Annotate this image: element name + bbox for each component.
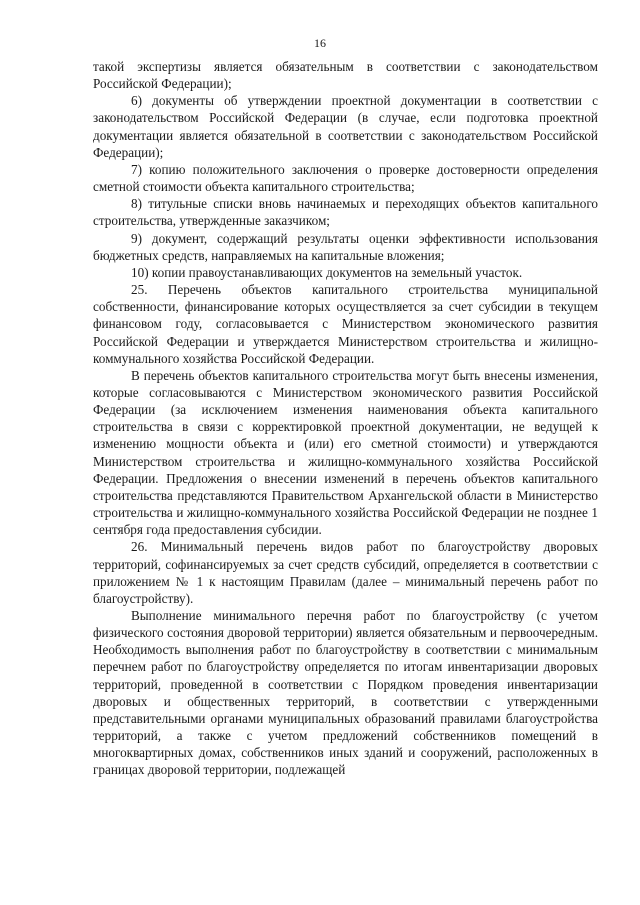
paragraph-clause-26-execution: Выполнение минимального перечня работ по благоустройству (с учетом физического состояния дворовой территории) является обязательным и первоочередным. Необходимость выполнения работ по благоустройству в соответствии с минимальным перечнем работ по благоустройству определяется по итогам инвентаризации дворовых территорий, проведенной в соответствии с Порядком проведения инвентаризации дворовых и общественных территорий, в соответствии с утвержденными представительными органами муниципальных образований правилами благоустройства территорий, а также с учетом предложений собственников помещений в многоквартирных домах, собственников иных зданий и сооружений, расположенных в границах дворовой территории, подлежащей	[93, 608, 598, 778]
page-number: 16	[314, 36, 326, 50]
paragraph-expertise-continuation: такой экспертизы является обязательным в соответствии с законодательством Российской Федерации);	[93, 59, 598, 92]
paragraph-item-10: 10) копии правоустанавливающих документов на земельный участок.	[131, 264, 523, 280]
paragraph-clause-25-changes: В перечень объектов капитального строительства могут быть внесены изменения, которые согласовываются с Министерством экономического развития Российской Федерации (за исключением изменения наименования объекта капитального строительства в связи с корректировкой проектной документации, не ведущей к изменению мощности объекта и (или) его сметной стоимости) и утверждаются Министерством строительства и жилищно-коммунального хозяйства Российской Федерации. Предложения о внесении изменений в перечень объектов капитального строительства представляются Правительством Архангельской области в Министерство строительства и жилищно-коммунального хозяйства Российской Федерации не позднее 1 сентября года предоставления субсидии.	[93, 367, 598, 538]
paragraph-item-7: 7) копию положительного заключения о проверке достоверности определения сметной стоимости объекта капитального строительства;	[93, 161, 598, 195]
paragraph-item-6: 6) документы об утверждении проектной документации в соответствии с законодательством Российской Федерации (в случае, если подготовка проектной документации является обязательной в соответствии с законодательством Российской Федерации);	[93, 93, 598, 160]
paragraph-item-9: 9) документ, содержащий результаты оценки эффективности использования бюджетных средств, направляемых на капитальные вложения;	[93, 230, 598, 263]
paragraph-clause-25: 25. Перечень объектов капитального строительства муниципальной собственности, финансирование которых осуществляется за счет субсидии в текущем финансовом году, согласовывается с Министерством экономического развития Российской Федерации и утверждается Министерством строительства и жилищно-коммунального хозяйства Российской Федерации.	[93, 282, 598, 366]
paragraph-clause-26: 26. Минимальный перечень видов работ по благоустройству дворовых территорий, софинансируемых за счет средств субсидий, определяется в соответствии с приложением № 1 к настоящим Правилам (далее – минимальный перечень работ по благоустройству).	[93, 539, 598, 606]
document-body	[93, 58, 598, 779]
paragraph-item-8: 8) титульные списки вновь начинаемых и переходящих объектов капитального строительства, утвержденные заказчиком;	[93, 196, 598, 229]
